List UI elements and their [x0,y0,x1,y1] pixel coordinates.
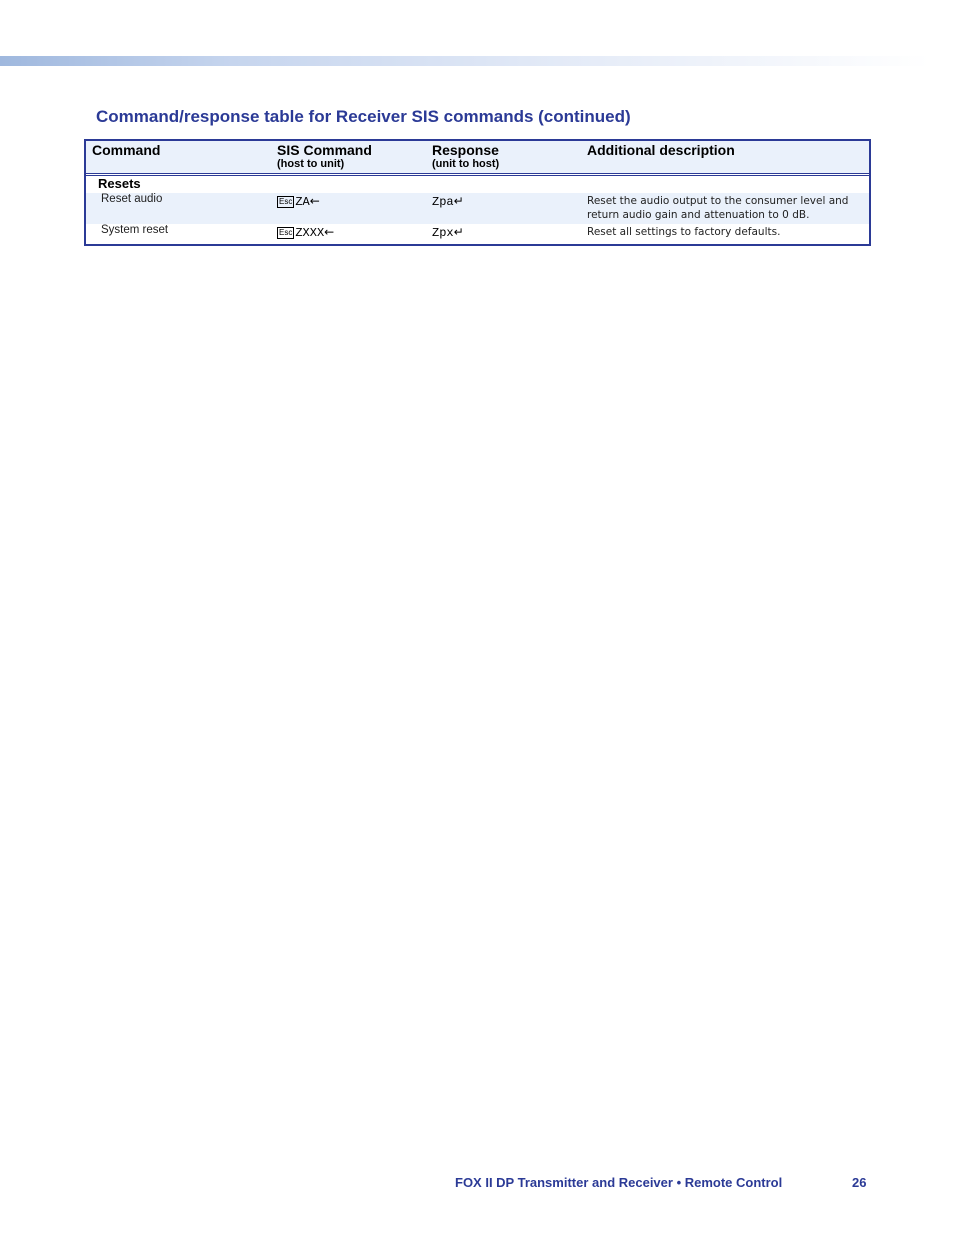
response-text: Zpa [432,195,454,209]
page-number: 26 [852,1175,867,1190]
header-command: Command [92,142,161,158]
row-sis-command [277,225,334,240]
row-description: Reset the audio output to the consumer level and return audio gain and attenuation to 0 dB. [587,195,849,221]
carriage-return-arrow-icon: ← [309,194,320,208]
header-sis-command-sub: (host to unit) [277,158,345,170]
footer-title: FOX II DP Transmitter and Receiver • Remote Control [455,1175,783,1190]
sis-command-text: ZXXX [295,226,325,240]
header-description: Additional description [587,142,735,158]
esc-key-icon: Esc [279,197,293,206]
row-sis-command [277,194,320,209]
section-title: Command/response table for Receiver SIS commands (continued) [96,107,631,126]
row-command: Reset audio [101,193,163,205]
esc-key-icon: Esc [279,228,293,237]
command-response-table [84,139,871,246]
row-description: Reset all settings to factory defaults. [587,226,781,238]
row-command: System reset [101,224,169,236]
group-label-resets: Resets [98,176,141,191]
table-row [86,193,869,224]
row-response [432,225,464,240]
table-header [86,141,869,174]
header-divider [86,175,869,176]
header-sis-command: SIS Command [277,142,372,158]
return-arrow-icon: ↵ [453,194,464,208]
response-text: Zpx [432,226,454,240]
return-arrow-icon: ↵ [453,225,464,239]
header-gradient-bar [0,56,930,66]
header-response-sub: (unit to host) [432,158,500,170]
table-row [86,224,869,242]
row-response [432,194,464,209]
header-response: Response [432,142,499,158]
carriage-return-arrow-icon: ← [324,225,335,239]
sis-command-text: ZA [295,195,310,209]
